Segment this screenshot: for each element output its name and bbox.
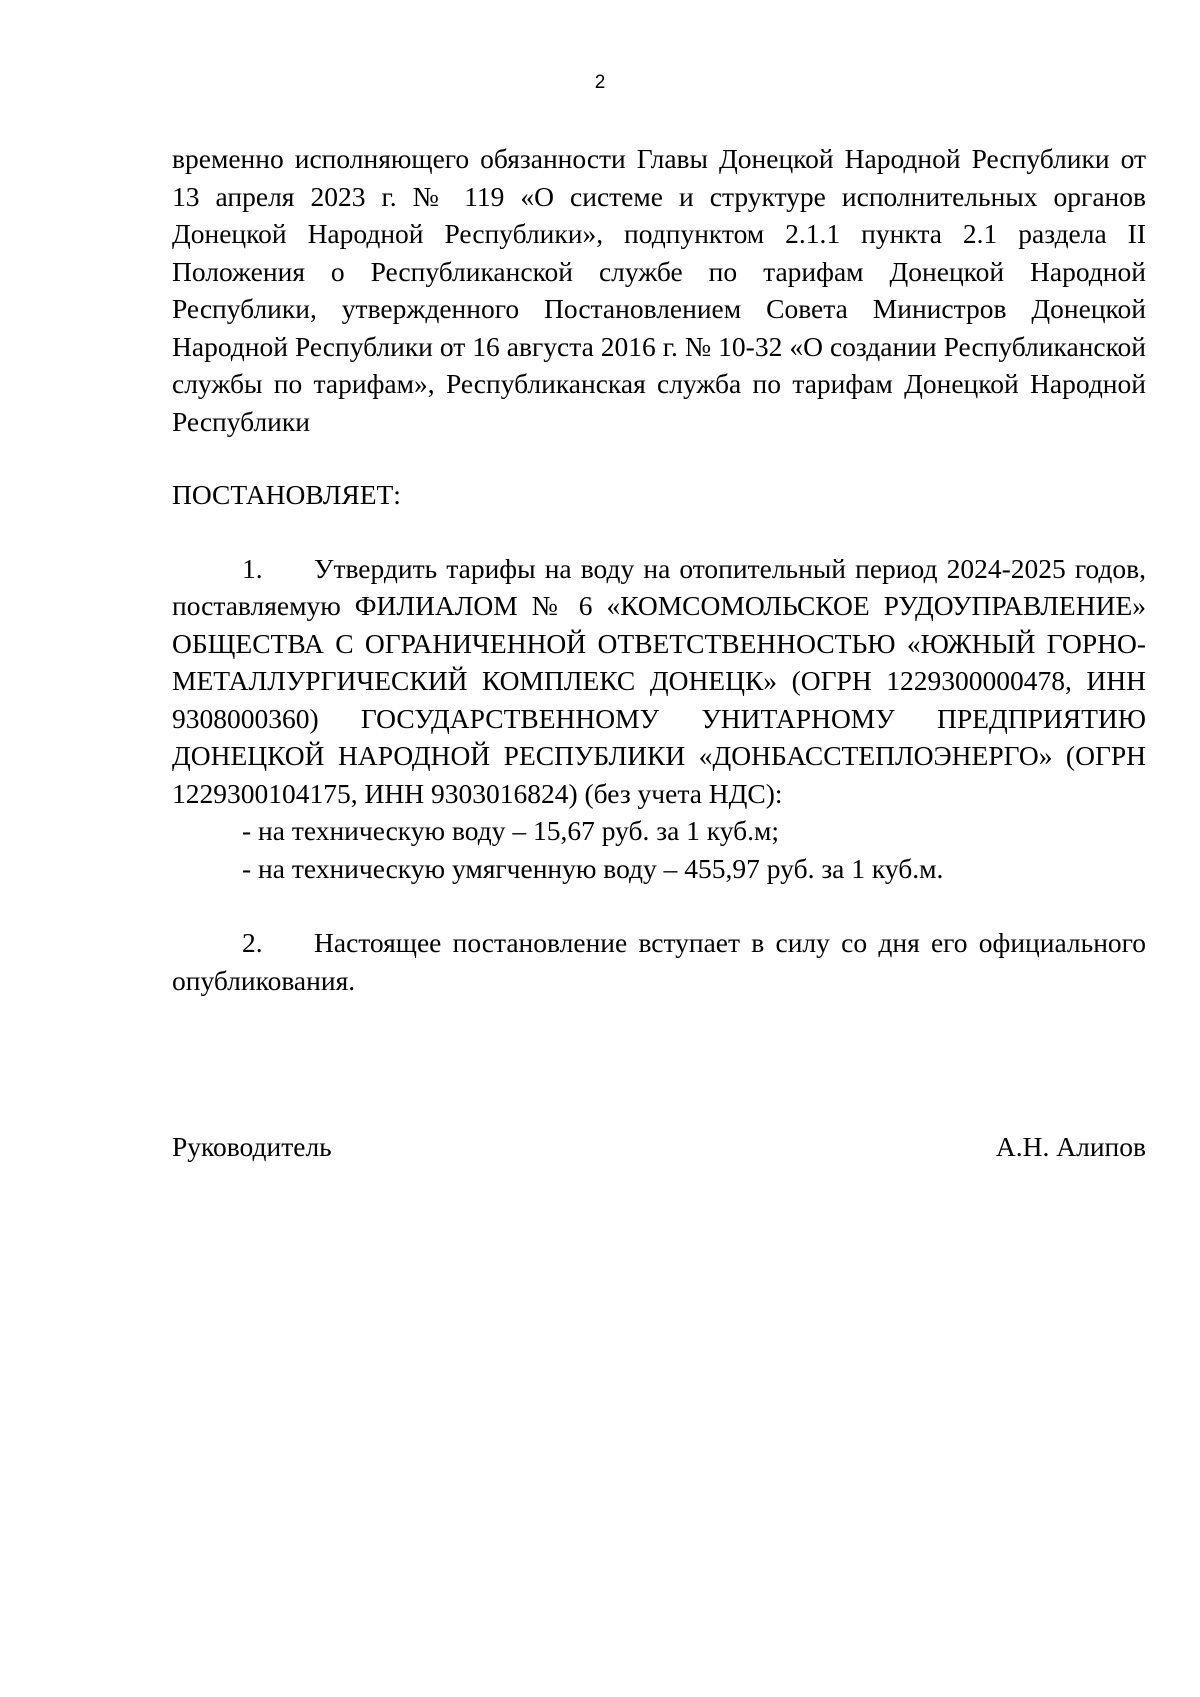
document-body <box>172 140 1146 999</box>
item-2-text: Настоящее постановление вступает в силу со дня его официального опубликования. <box>172 927 1146 996</box>
item-2 <box>172 924 1146 999</box>
signatory-name: А.Н. Алипов <box>995 1131 1146 1162</box>
item-2-number: 2. <box>242 927 263 958</box>
item-1-text: Утвердить тарифы на воду на отопительный период 2024-2025 годов, поставляемую ФИЛИАЛОМ № 6 «КОМСОМОЛЬСКОЕ РУДОУПРАВЛЕНИЕ» ОБЩЕСТВА С ОГРАНИЧЕННОЙ ОТВЕТСТВЕННОСТЬЮ «ЮЖНЫЙ ГОРНО-МЕТАЛЛУРГИЧЕСКИЙ КОМПЛЕКС ДОНЕЦК» (ОГРН 1229300000478, ИНН 9308000360) ГОСУДАРСТВЕННОМУ УНИТАРНОМУ ПРЕДПРИЯТИЮ ДОНЕЦКОЙ НАРОДНОЙ РЕСПУБЛИКИ «ДОНБАССТЕПЛОЭНЕРГО» (ОГРН 1229300104175, ИНН 9303016824) (без учета НДС): <box>172 552 1146 809</box>
item-1-bullet-2: - на техническую умягченную воду – 455,97 руб. за 1 куб.м. <box>242 852 944 884</box>
item-1 <box>172 550 1146 813</box>
decree-heading: ПОСТАНОВЛЯЕТ: <box>172 479 401 510</box>
page-number: 2 <box>594 72 606 93</box>
paragraph-gap <box>172 887 1146 924</box>
item-1-bullet-1: - на техническую воду – 15,67 руб. за 1 куб.м; <box>242 815 780 846</box>
intro-paragraph: временно исполняющего обязанности Главы Донецкой Народной Республики от 13 апреля 2023 г. № 119 «О системе и структуре исполнительных органов Донецкой Народной Республики», подпунктом 2.1.1 пункта 2.1 раздела II Положения о Республиканской службе по тарифам Донецкой Народной Республики, утвержденного Постановлением Совета Министров Донецкой Народной Республики от 16 августа 2016 г. № 10-32 «О создании Республиканской службы по тарифам», Республиканская служба по тарифам Донецкой Народной Республики <box>172 143 1146 437</box>
item-1-number: 1. <box>242 552 263 584</box>
signatory-position: Руководитель <box>172 1131 332 1162</box>
signature-block <box>172 1128 1146 1166</box>
